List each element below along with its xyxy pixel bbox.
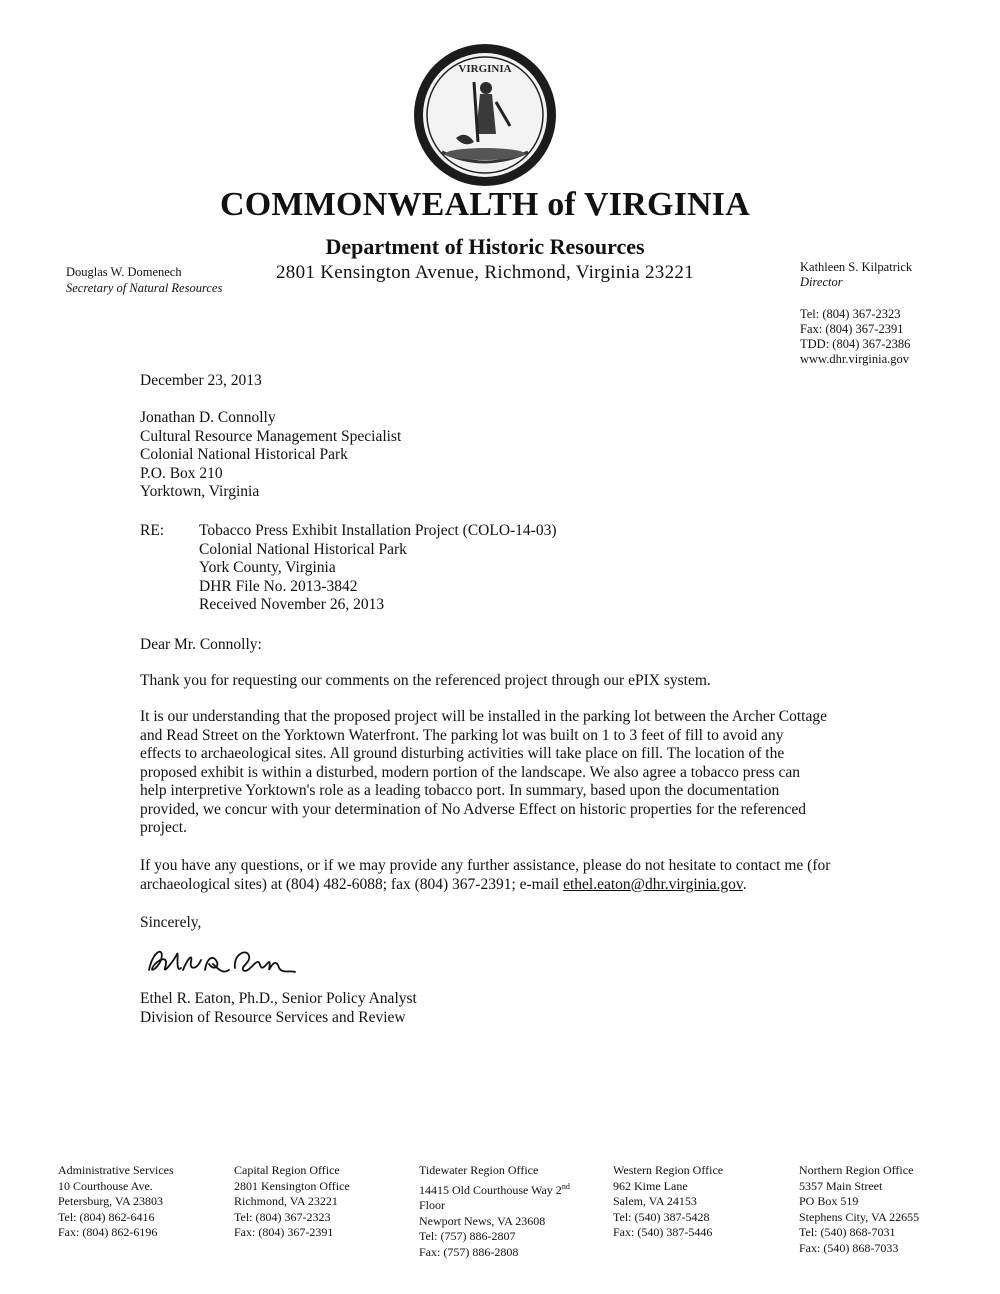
footer-line: Stephens City, VA 22655: [799, 1209, 920, 1224]
footer-tidewater-region: [419, 1163, 570, 1260]
signer-name: Ethel R. Eaton, Ph.D., Senior Policy Analyst: [140, 990, 417, 1007]
secretary-name: Douglas W. Domenech: [66, 265, 182, 279]
footer-line: Tel: (804) 862-6416: [58, 1209, 155, 1224]
contact-website[interactable]: www.dhr.virginia.gov: [800, 352, 910, 366]
paragraph-line: help interpretive Yorktown's role as a leading tobacco port. In summary, based upon the documentation: [140, 782, 780, 799]
paragraph-period: .: [742, 875, 747, 893]
director-block: [800, 260, 912, 290]
footer-line: [419, 1179, 570, 1199]
paragraph-line: project.: [140, 819, 187, 836]
signer-block: [140, 990, 417, 1027]
re-line: York County, Virginia: [199, 559, 336, 576]
footer-line: Fax: (804) 367-2391: [234, 1225, 334, 1239]
paragraph-line: It is our understanding that the proposed project will be installed in the parking lot between the Archer Cottage: [140, 708, 827, 725]
footer-line: Fax: (540) 387-5446: [613, 1225, 713, 1239]
footer-line: Tel: (540) 868-7031: [799, 1225, 896, 1239]
footer-line: PO Box 519: [799, 1194, 859, 1208]
footer-line: Fax: (757) 886-2808: [419, 1244, 519, 1259]
recipient-org: Colonial National Historical Park: [140, 446, 348, 463]
footer-office-title: Northern Region Office: [799, 1163, 914, 1177]
letter-date: December 23, 2013: [140, 372, 262, 389]
footer-office-title: Western Region Office: [613, 1163, 724, 1177]
secretary-block: [66, 264, 222, 296]
recipient-city: Yorktown, Virginia: [140, 483, 260, 500]
recipient-address: [140, 409, 401, 502]
paragraph-line: effects to archaeological sites. All ground disturbing activities will take place on fill. The location of the: [140, 745, 785, 762]
re-line: Colonial National Historical Park: [199, 540, 407, 558]
re-line: Received November 26, 2013: [199, 596, 385, 613]
footer-office-title: Capital Region Office: [234, 1163, 340, 1177]
footer-line: Fax: (540) 868-7033: [799, 1240, 899, 1255]
salutation: Dear Mr. Connolly:: [140, 636, 262, 653]
footer-superscript: nd: [561, 1181, 570, 1191]
director-role: Director: [800, 275, 843, 289]
seal-lettering: VIRGINIA: [458, 63, 512, 75]
department-name: Department of Historic Resources: [325, 234, 645, 259]
paragraph-line: proposed exhibit is within a disturbed, modern portion of the landscape. We also agree a tobacco press can: [140, 763, 801, 781]
footer-line: Salem, VA 24153: [613, 1194, 697, 1208]
paragraph-line: If you have any questions, or if we may provide any further assistance, please do not hesitate to contact me (for: [140, 857, 831, 874]
contact-tdd: TDD: (804) 367-2386: [800, 337, 911, 351]
closing: Sincerely,: [140, 914, 202, 931]
footer-line: 2801 Kensington Office: [234, 1178, 350, 1193]
re-line: Tobacco Press Exhibit Installation Project (COLO-14-03): [199, 522, 557, 539]
footer-line: Richmond, VA 23221: [234, 1194, 338, 1208]
footer-address: 14415 Old Courthouse Way 2: [419, 1182, 562, 1197]
paragraph-understanding: [140, 708, 880, 838]
footer-capital-region: [234, 1163, 350, 1241]
footer-admin-services: [58, 1163, 174, 1241]
virginia-state-seal: [412, 42, 558, 188]
footer-western-region: [613, 1163, 723, 1241]
footer-line: Tel: (804) 367-2323: [234, 1209, 331, 1224]
recipient-name: Jonathan D. Connolly: [140, 409, 276, 426]
footer-office-title: Administrative Services: [58, 1163, 174, 1177]
recipient-pobox: P.O. Box 210: [140, 464, 223, 482]
recipient-title: Cultural Resource Management Specialist: [140, 427, 402, 445]
contact-fax: Fax: (804) 367-2391: [800, 322, 904, 336]
contact-tel: Tel: (804) 367-2323: [800, 307, 901, 321]
footer-line: 962 Kime Lane: [613, 1178, 688, 1193]
re-line: DHR File No. 2013-3842: [199, 577, 358, 595]
paragraph-line: [140, 876, 880, 895]
paragraph-line: provided, we concur with your determination of No Adverse Effect on historic properties for the referenced: [140, 800, 806, 818]
signer-division: Division of Resource Services and Review: [140, 1008, 406, 1026]
re-label: RE:: [140, 522, 165, 539]
contact-block: [800, 307, 910, 367]
paragraph-text: archaeological sites) at (804) 482-6088; fax (804) 367-2391; e-mail: [140, 875, 564, 893]
footer-office-title: Tidewater Region Office: [419, 1163, 539, 1177]
secretary-role: Secretary of Natural Resources: [66, 281, 223, 295]
paragraph-contact: [140, 857, 880, 894]
footer-line: Floor: [419, 1198, 446, 1212]
department-address: 2801 Kensington Avenue, Richmond, Virginia 23221: [275, 262, 695, 283]
director-name: Kathleen S. Kilpatrick: [800, 260, 913, 274]
paragraph-line: and Read Street on the Yorktown Waterfront. The parking lot was built on 1 to 3 feet of fill to avoid any: [140, 726, 784, 744]
footer-line: Fax: (804) 862-6196: [58, 1225, 158, 1239]
footer-line: Petersburg, VA 23803: [58, 1194, 164, 1208]
re-subject-block: [199, 522, 557, 615]
paragraph-thanks: Thank you for requesting our comments on the referenced project through our ePIX system.: [140, 672, 711, 689]
footer-northern-region: [799, 1163, 919, 1256]
footer-line: 5357 Main Street: [799, 1178, 883, 1193]
footer-line: Tel: (757) 886-2807: [419, 1229, 516, 1243]
handwritten-signature: [143, 940, 303, 982]
footer-line: Tel: (540) 387-5428: [613, 1209, 710, 1224]
footer-line: 10 Courthouse Ave.: [58, 1178, 153, 1193]
email-link[interactable]: ethel.eaton@dhr.virginia.gov: [563, 875, 743, 893]
letterhead-title: COMMONWEALTH of VIRGINIA: [220, 186, 750, 223]
footer-line: Newport News, VA 23608: [419, 1213, 546, 1228]
